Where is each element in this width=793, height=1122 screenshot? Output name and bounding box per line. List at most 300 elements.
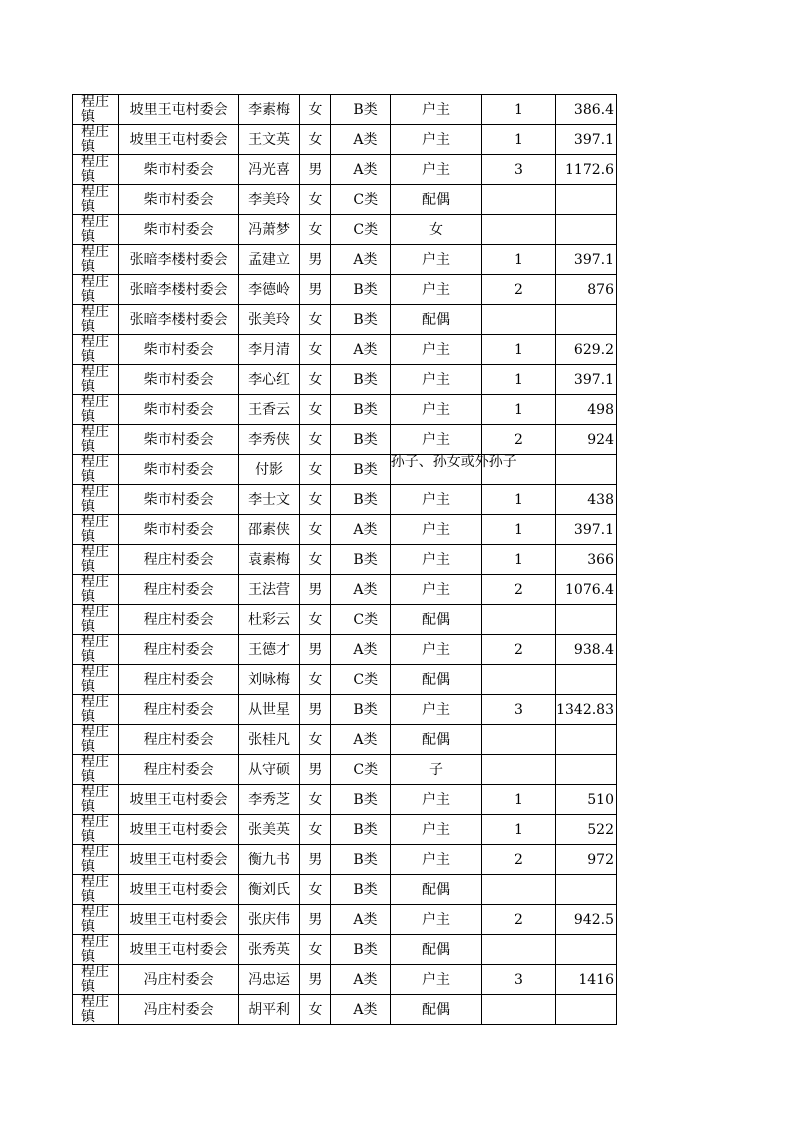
- table-row: [73, 365, 617, 395]
- category-cell: B类: [331, 935, 390, 965]
- town-cell: [73, 245, 119, 275]
- town-cell-text: 程庄镇: [81, 484, 109, 515]
- person-name-cell: 李秀侠: [238, 425, 299, 455]
- gender-cell: 女: [300, 935, 331, 965]
- village-cell: 柴市村委会: [119, 485, 239, 515]
- relation-cell: 配偶: [390, 605, 482, 635]
- category-cell: B类: [331, 485, 390, 515]
- table-row: [73, 875, 617, 905]
- village-cell: 柴市村委会: [119, 155, 239, 185]
- person-name-cell: 冯忠运: [238, 965, 299, 995]
- town-cell-text: 程庄镇: [81, 814, 109, 845]
- amount-cell: 522: [555, 815, 616, 845]
- person-name-cell: 张美英: [238, 815, 299, 845]
- amount-cell: 397.1: [555, 245, 616, 275]
- relation-cell: 户主: [390, 965, 482, 995]
- village-cell: 程庄村委会: [119, 575, 239, 605]
- person-name-cell: 胡平利: [238, 995, 299, 1025]
- amount-cell: 438: [555, 485, 616, 515]
- category-cell: C类: [331, 185, 390, 215]
- relation-cell: 户主: [390, 815, 482, 845]
- town-cell-text: 程庄镇: [81, 634, 109, 665]
- gender-cell: 男: [300, 905, 331, 935]
- person-name-cell: 杜彩云: [238, 605, 299, 635]
- household-count-cell: 1: [482, 815, 555, 845]
- relation-cell: 配偶: [390, 995, 482, 1025]
- village-cell: 张暗李楼村委会: [119, 275, 239, 305]
- table-row: [73, 725, 617, 755]
- household-count-cell: 3: [482, 965, 555, 995]
- household-count-cell: 3: [482, 695, 555, 725]
- town-cell-text: 程庄镇: [81, 214, 109, 245]
- table-row: [73, 125, 617, 155]
- gender-cell: 女: [300, 305, 331, 335]
- town-cell-text: 程庄镇: [81, 574, 109, 605]
- village-cell: 程庄村委会: [119, 755, 239, 785]
- gender-cell: 男: [300, 845, 331, 875]
- category-cell: A类: [331, 125, 390, 155]
- town-cell-text: 程庄镇: [81, 94, 109, 125]
- village-cell: 程庄村委会: [119, 695, 239, 725]
- household-count-cell: [482, 935, 555, 965]
- relation-cell: 配偶: [390, 875, 482, 905]
- amount-cell: [555, 995, 616, 1025]
- household-count-cell: 1: [482, 245, 555, 275]
- town-cell-text: 程庄镇: [81, 154, 109, 185]
- relation-cell: 配偶: [390, 935, 482, 965]
- person-name-cell: 李士文: [238, 485, 299, 515]
- town-cell: [73, 785, 119, 815]
- person-name-cell: 王法营: [238, 575, 299, 605]
- person-name-cell: 袁素梅: [238, 545, 299, 575]
- town-cell-text: 程庄镇: [81, 304, 109, 335]
- category-cell: A类: [331, 635, 390, 665]
- amount-cell: [555, 875, 616, 905]
- town-cell: [73, 185, 119, 215]
- town-cell: [73, 515, 119, 545]
- town-cell: [73, 275, 119, 305]
- village-cell: 坡里王屯村委会: [119, 935, 239, 965]
- household-count-cell: 2: [482, 635, 555, 665]
- relation-cell: 户主: [390, 785, 482, 815]
- category-cell: A类: [331, 335, 390, 365]
- relation-cell: 户主: [390, 95, 482, 125]
- relation-cell: 户主: [390, 245, 482, 275]
- town-cell: [73, 815, 119, 845]
- amount-cell: 397.1: [555, 365, 616, 395]
- person-name-cell: 衡刘氏: [238, 875, 299, 905]
- town-cell: [73, 695, 119, 725]
- town-cell: [73, 335, 119, 365]
- household-count-cell: 2: [482, 275, 555, 305]
- category-cell: B类: [331, 545, 390, 575]
- relation-cell: 户主: [390, 125, 482, 155]
- household-count-cell: [482, 305, 555, 335]
- gender-cell: 女: [300, 515, 331, 545]
- village-cell: 冯庄村委会: [119, 965, 239, 995]
- amount-cell: [555, 185, 616, 215]
- table-row: [73, 815, 617, 845]
- gender-cell: 男: [300, 635, 331, 665]
- town-cell-text: 程庄镇: [81, 694, 109, 725]
- person-name-cell: 李素梅: [238, 95, 299, 125]
- category-cell: B类: [331, 95, 390, 125]
- table-row: [73, 755, 617, 785]
- person-name-cell: 付影: [238, 455, 299, 485]
- table-row: [73, 845, 617, 875]
- gender-cell: 女: [300, 995, 331, 1025]
- town-cell-text: 程庄镇: [81, 934, 109, 965]
- person-name-cell: 冯萧梦: [238, 215, 299, 245]
- town-cell-text: 程庄镇: [81, 604, 109, 635]
- town-cell-text: 程庄镇: [81, 124, 109, 155]
- table-row: [73, 905, 617, 935]
- amount-cell: 629.2: [555, 335, 616, 365]
- household-count-cell: [482, 185, 555, 215]
- town-cell-text: 程庄镇: [81, 874, 109, 905]
- town-cell: [73, 95, 119, 125]
- town-cell-text: 程庄镇: [81, 784, 109, 815]
- village-cell: 程庄村委会: [119, 725, 239, 755]
- household-count-cell: 2: [482, 575, 555, 605]
- relation-cell: 配偶: [390, 185, 482, 215]
- town-cell: [73, 605, 119, 635]
- gender-cell: 男: [300, 755, 331, 785]
- town-cell: [73, 875, 119, 905]
- village-cell: 坡里王屯村委会: [119, 845, 239, 875]
- table-body: [73, 95, 617, 1025]
- gender-cell: 女: [300, 545, 331, 575]
- town-cell: [73, 905, 119, 935]
- relation-cell: 户主: [390, 335, 482, 365]
- household-count-cell: 1: [482, 515, 555, 545]
- person-name-cell: 李心红: [238, 365, 299, 395]
- table-row: [73, 665, 617, 695]
- village-cell: 柴市村委会: [119, 425, 239, 455]
- town-cell: [73, 455, 119, 485]
- household-count-cell: [482, 755, 555, 785]
- amount-cell: 386.4: [555, 95, 616, 125]
- household-count-cell: [482, 215, 555, 245]
- amount-cell: [555, 215, 616, 245]
- category-cell: A类: [331, 515, 390, 545]
- category-cell: A类: [331, 995, 390, 1025]
- person-name-cell: 王德才: [238, 635, 299, 665]
- table-row: [73, 995, 617, 1025]
- relation-cell: 户主: [390, 365, 482, 395]
- category-cell: B类: [331, 785, 390, 815]
- gender-cell: 女: [300, 185, 331, 215]
- category-cell: B类: [331, 455, 390, 485]
- relation-cell: 户主: [390, 425, 482, 455]
- relation-cell: 配偶: [390, 665, 482, 695]
- gender-cell: 女: [300, 365, 331, 395]
- person-name-cell: 孟建立: [238, 245, 299, 275]
- relation-cell: [390, 454, 517, 485]
- amount-cell: 1172.6: [555, 155, 616, 185]
- relation-cell: 户主: [390, 845, 482, 875]
- town-cell-text: 程庄镇: [81, 274, 109, 305]
- relation-cell: 户主: [390, 545, 482, 575]
- category-cell: A类: [331, 905, 390, 935]
- relation-cell: 户主: [390, 635, 482, 665]
- amount-cell: 510: [555, 785, 616, 815]
- amount-cell: 938.4: [555, 635, 616, 665]
- town-cell: [73, 755, 119, 785]
- table-row: [73, 935, 617, 965]
- amount-cell: 366: [555, 545, 616, 575]
- household-count-cell: [482, 605, 555, 635]
- town-cell-text: 程庄镇: [81, 754, 109, 785]
- relief-roster-table: [72, 94, 617, 1025]
- gender-cell: 男: [300, 965, 331, 995]
- household-count-cell: [482, 995, 555, 1025]
- village-cell: 柴市村委会: [119, 515, 239, 545]
- amount-cell: 1416: [555, 965, 616, 995]
- town-cell: [73, 575, 119, 605]
- household-count-cell: 1: [482, 125, 555, 155]
- town-cell-text: 程庄镇: [81, 424, 109, 455]
- category-cell: A类: [331, 575, 390, 605]
- household-count-cell: 1: [482, 395, 555, 425]
- gender-cell: 男: [300, 695, 331, 725]
- amount-cell: [555, 305, 616, 335]
- table-row: [73, 575, 617, 605]
- person-name-cell: 从世星: [238, 695, 299, 725]
- town-cell: [73, 305, 119, 335]
- gender-cell: 女: [300, 875, 331, 905]
- table-row: [73, 185, 617, 215]
- table-row: [73, 395, 617, 425]
- town-cell-text: 程庄镇: [81, 454, 109, 485]
- relation-cell: 女: [390, 215, 482, 245]
- gender-cell: 女: [300, 815, 331, 845]
- village-cell: 张暗李楼村委会: [119, 245, 239, 275]
- town-cell: [73, 635, 119, 665]
- amount-cell: [555, 725, 616, 755]
- household-count-cell: [482, 725, 555, 755]
- relation-cell: 户主: [390, 395, 482, 425]
- category-cell: B类: [331, 425, 390, 455]
- table-row: [73, 635, 617, 665]
- category-cell: C类: [331, 605, 390, 635]
- amount-cell: 876: [555, 275, 616, 305]
- village-cell: 柴市村委会: [119, 185, 239, 215]
- person-name-cell: 王文英: [238, 125, 299, 155]
- amount-cell: [555, 935, 616, 965]
- amount-cell: 397.1: [555, 515, 616, 545]
- household-count-cell: 3: [482, 155, 555, 185]
- household-count-cell: 1: [482, 545, 555, 575]
- town-cell: [73, 965, 119, 995]
- gender-cell: 女: [300, 215, 331, 245]
- table-row: [73, 335, 617, 365]
- village-cell: 坡里王屯村委会: [119, 125, 239, 155]
- table-row: [73, 95, 617, 125]
- village-cell: 坡里王屯村委会: [119, 815, 239, 845]
- town-cell-text: 程庄镇: [81, 904, 109, 935]
- town-cell-text: 程庄镇: [81, 394, 109, 425]
- town-cell: [73, 665, 119, 695]
- town-cell: [73, 425, 119, 455]
- gender-cell: 男: [300, 155, 331, 185]
- table-row: [73, 215, 617, 245]
- table-row: [73, 545, 617, 575]
- person-name-cell: 冯光喜: [238, 155, 299, 185]
- town-cell: [73, 545, 119, 575]
- person-name-cell: 衡九书: [238, 845, 299, 875]
- village-cell: 坡里王屯村委会: [119, 875, 239, 905]
- table-row: [73, 785, 617, 815]
- person-name-cell: 李月清: [238, 335, 299, 365]
- town-cell: [73, 215, 119, 245]
- person-name-cell: 张美玲: [238, 305, 299, 335]
- household-count-cell: 2: [482, 425, 555, 455]
- person-name-cell: 刘咏梅: [238, 665, 299, 695]
- relation-cell-text: 孙子、孙女或外孙子: [390, 454, 517, 470]
- person-name-cell: 邵素侠: [238, 515, 299, 545]
- village-cell: 坡里王屯村委会: [119, 905, 239, 935]
- town-cell: [73, 155, 119, 185]
- category-cell: A类: [331, 155, 390, 185]
- town-cell-text: 程庄镇: [81, 244, 109, 275]
- village-cell: 坡里王屯村委会: [119, 785, 239, 815]
- town-cell: [73, 395, 119, 425]
- relation-cell: 配偶: [390, 305, 482, 335]
- village-cell: 柴市村委会: [119, 365, 239, 395]
- village-cell: 程庄村委会: [119, 605, 239, 635]
- table-row: [73, 515, 617, 545]
- village-cell: 柴市村委会: [119, 395, 239, 425]
- village-cell: 坡里王屯村委会: [119, 95, 239, 125]
- table-row: [73, 155, 617, 185]
- table-row: [73, 965, 617, 995]
- table-row: [73, 605, 617, 635]
- category-cell: A类: [331, 725, 390, 755]
- relation-cell: 户主: [390, 905, 482, 935]
- gender-cell: 女: [300, 395, 331, 425]
- amount-cell: 397.1: [555, 125, 616, 155]
- amount-cell: 1076.4: [555, 575, 616, 605]
- town-cell-text: 程庄镇: [81, 724, 109, 755]
- town-cell: [73, 485, 119, 515]
- category-cell: A类: [331, 965, 390, 995]
- person-name-cell: 李美玲: [238, 185, 299, 215]
- amount-cell: [555, 665, 616, 695]
- amount-cell: [555, 455, 616, 485]
- person-name-cell: 李秀芝: [238, 785, 299, 815]
- gender-cell: 男: [300, 275, 331, 305]
- category-cell: C类: [331, 215, 390, 245]
- person-name-cell: 王香云: [238, 395, 299, 425]
- category-cell: C类: [331, 755, 390, 785]
- amount-cell: 498: [555, 395, 616, 425]
- gender-cell: 女: [300, 425, 331, 455]
- town-cell-text: 程庄镇: [81, 544, 109, 575]
- town-cell-text: 程庄镇: [81, 964, 109, 995]
- person-name-cell: 张庆伟: [238, 905, 299, 935]
- relation-cell: 户主: [390, 575, 482, 605]
- person-name-cell: 张秀英: [238, 935, 299, 965]
- relation-cell: 户主: [390, 155, 482, 185]
- village-cell: 程庄村委会: [119, 635, 239, 665]
- village-cell: 柴市村委会: [119, 455, 239, 485]
- gender-cell: 女: [300, 785, 331, 815]
- town-cell-text: 程庄镇: [81, 844, 109, 875]
- gender-cell: 女: [300, 455, 331, 485]
- table-row: [73, 275, 617, 305]
- household-count-cell: 1: [482, 365, 555, 395]
- town-cell: [73, 845, 119, 875]
- person-name-cell: 张桂凡: [238, 725, 299, 755]
- relation-cell: 户主: [390, 695, 482, 725]
- household-count-cell: [482, 875, 555, 905]
- amount-cell: 924: [555, 425, 616, 455]
- household-count-cell: 1: [482, 785, 555, 815]
- amount-cell: 972: [555, 845, 616, 875]
- household-count-cell: 1: [482, 95, 555, 125]
- table-row: [73, 305, 617, 335]
- category-cell: B类: [331, 815, 390, 845]
- category-cell: B类: [331, 305, 390, 335]
- household-count-cell: 2: [482, 845, 555, 875]
- relation-cell: 户主: [390, 275, 482, 305]
- town-cell: [73, 125, 119, 155]
- town-cell-text: 程庄镇: [81, 334, 109, 365]
- table-row: [73, 695, 617, 725]
- village-cell: 冯庄村委会: [119, 995, 239, 1025]
- town-cell-text: 程庄镇: [81, 514, 109, 545]
- category-cell: B类: [331, 395, 390, 425]
- table-row: [73, 245, 617, 275]
- gender-cell: 女: [300, 125, 331, 155]
- table-row: [73, 425, 617, 455]
- table-row: [73, 455, 617, 485]
- gender-cell: 女: [300, 335, 331, 365]
- amount-cell: [555, 605, 616, 635]
- relation-cell: 配偶: [390, 725, 482, 755]
- amount-cell: 1342.83: [555, 695, 616, 725]
- town-cell: [73, 365, 119, 395]
- village-cell: 程庄村委会: [119, 665, 239, 695]
- household-count-cell: 2: [482, 905, 555, 935]
- village-cell: 张暗李楼村委会: [119, 305, 239, 335]
- gender-cell: 女: [300, 665, 331, 695]
- household-count-cell: [482, 665, 555, 695]
- category-cell: B类: [331, 275, 390, 305]
- relation-cell: 子: [390, 755, 482, 785]
- gender-cell: 女: [300, 725, 331, 755]
- table-row: [73, 485, 617, 515]
- category-cell: B类: [331, 875, 390, 905]
- category-cell: C类: [331, 665, 390, 695]
- category-cell: A类: [331, 245, 390, 275]
- person-name-cell: 李德岭: [238, 275, 299, 305]
- town-cell-text: 程庄镇: [81, 184, 109, 215]
- village-cell: 柴市村委会: [119, 215, 239, 245]
- category-cell: B类: [331, 365, 390, 395]
- category-cell: B类: [331, 695, 390, 725]
- relation-cell: 户主: [390, 485, 482, 515]
- household-count-cell: 1: [482, 335, 555, 365]
- relation-cell: 户主: [390, 515, 482, 545]
- town-cell-text: 程庄镇: [81, 364, 109, 395]
- village-cell: 柴市村委会: [119, 335, 239, 365]
- gender-cell: 女: [300, 485, 331, 515]
- town-cell-text: 程庄镇: [81, 994, 109, 1025]
- town-cell: [73, 935, 119, 965]
- category-cell: B类: [331, 845, 390, 875]
